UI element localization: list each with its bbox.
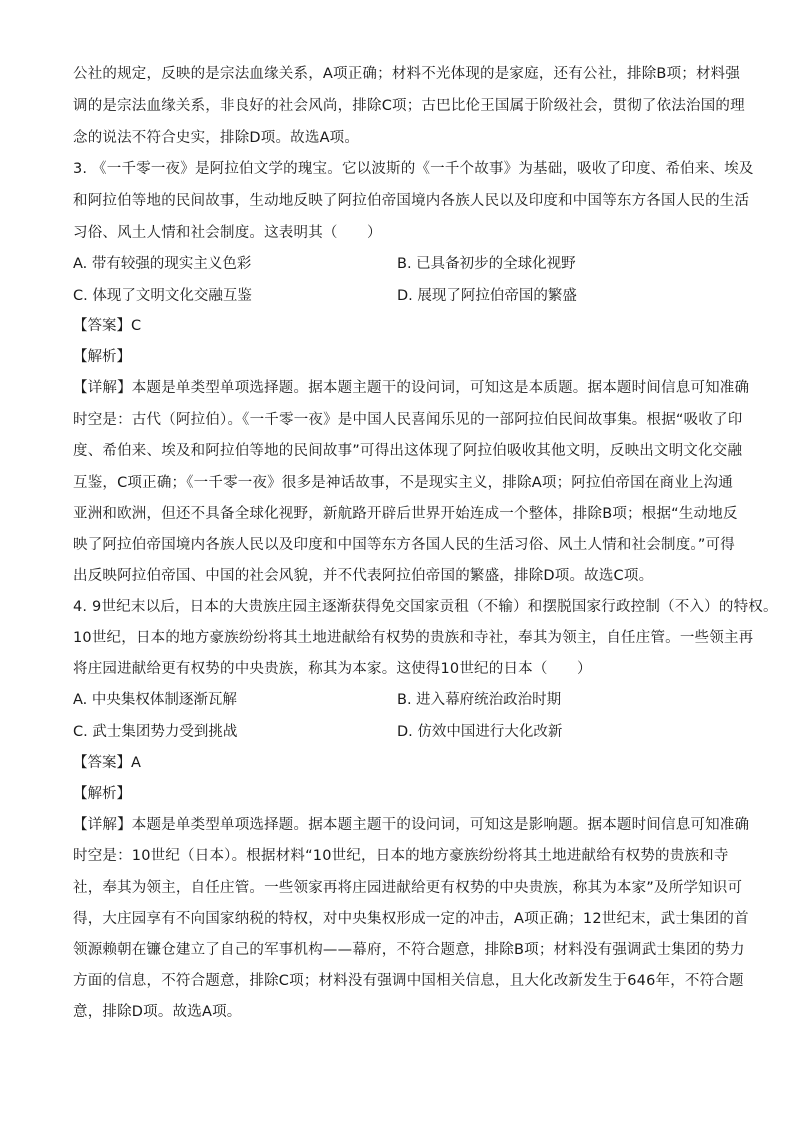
q4-analysis-line-2: 时空是：10世纪（日本）。根据材料“10世纪，日本的地方豪族纷纷将其土地进献给有权势的贵族和寺 <box>73 848 729 864</box>
q4-analysis-line-6: 方面的信息，不符合题意，排除C项；材料没有强调中国相关信息，且大化改新发生于646年，不符合题 <box>73 973 744 989</box>
q3-stem-line-1: 3. 《一千零一夜》是阿拉伯文学的瑰宝。它以波斯的《一千个故事》为基础，吸收了印度、希伯来、埃及 <box>73 161 754 177</box>
q3-analysis-line-3: 度、希伯来、埃及和阿拉伯等地的民间故事”可得出这体现了阿拉伯吸收其他文明，反映出文明文化交融 <box>73 443 743 459</box>
q4-answer: 【答案】A <box>73 755 141 771</box>
q2-analysis-line-1: 公社的规定，反映的是宗法血缘关系，A项正确；材料不光体现的是家庭，还有公社，排除B项；材料强 <box>73 66 741 82</box>
q3-analysis-label: 【解析】 <box>73 349 131 365</box>
q4-stem-line-1: 4. 9世纪末以后，日本的大贵族庄园主逐渐获得免交国家贡租（不输）和摆脱国家行政控制（不入）的特权。 <box>73 599 778 615</box>
q3-stem-line-3: 习俗、风土人情和社会制度。这表明其（ ） <box>73 225 382 241</box>
q3-analysis-line-7: 出反映阿拉伯帝国、中国的社会风貌，并不代表阿拉伯帝国的繁盛，排除D项。故选C项。 <box>73 568 654 584</box>
q4-option-b: B. 进入幕府统治政治时期 <box>397 692 562 708</box>
q3-answer: 【答案】C <box>73 318 142 334</box>
q4-analysis-line-7: 意，排除D项。故选A项。 <box>73 1004 242 1020</box>
q3-analysis-line-4: 互鉴，C项正确；《一千零一夜》很多是神话故事，不是现实主义，排除A项；阿拉伯帝国在商业上沟通 <box>73 475 733 491</box>
q4-analysis-line-3: 社，奉其为领主，自任庄管。一些领家再将庄园进献给更有权势的中央贵族，称其为本家”及所学知识可 <box>73 880 743 896</box>
q4-analysis-label: 【解析】 <box>73 786 131 802</box>
q3-analysis-line-1: 【详解】本题是单类型单项选择题。据本题主题干的设问词，可知这是本质题。据本题时间信息可知准确 <box>73 380 750 396</box>
q3-option-a: A. 带有较强的现实主义色彩 <box>73 256 252 272</box>
q4-option-a: A. 中央集权体制逐渐瓦解 <box>73 692 237 708</box>
q4-stem-line-2: 10世纪，日本的地方豪族纷纷将其土地进献给有权势的贵族和寺社，奉其为领主，自任庄管。一些领主再 <box>73 630 754 646</box>
q3-option-b: B. 已具备初步的全球化视野 <box>397 256 576 272</box>
q4-option-d: D. 仿效中国进行大化改新 <box>397 724 563 740</box>
q4-stem-line-3: 将庄园进献给更有权势的中央贵族，称其为本家。这使得10世纪的日本（ ） <box>73 661 592 677</box>
q3-analysis-line-6: 映了阿拉伯帝国境内各族人民以及印度和中国等东方各国人民的生活习俗、风土人情和社会制度。”可得 <box>73 537 735 553</box>
q4-option-c: C. 武士集团势力受到挑战 <box>73 724 238 740</box>
q4-analysis-line-5: 领源赖朝在镰仓建立了自己的军事机构——幕府，不符合题意，排除B项；材料没有强调武士集团的势力 <box>73 942 745 958</box>
q2-analysis-line-2: 调的是宗法血缘关系，非良好的社会风尚，排除C项；古巴比伦王国属于阶级社会，贯彻了依法治国的理 <box>73 98 745 114</box>
q4-analysis-line-4: 得，大庄园享有不向国家纳税的特权，对中央集权形成一定的冲击，A项正确；12世纪末，武士集团的首 <box>73 911 749 927</box>
q2-analysis-line-3: 念的说法不符合史实，排除D项。故选A项。 <box>73 130 360 146</box>
q3-analysis-line-2: 时空是：古代（阿拉伯）。《一千零一夜》是中国人民喜闻乐见的一部阿拉伯民间故事集。根据“吸收了印 <box>73 412 743 428</box>
q3-analysis-line-5: 亚洲和欧洲，但还不具备全球化视野，新航路开辟后世界开始连成一个整体，排除B项；根据“生动地反 <box>73 506 738 522</box>
q3-stem-line-2: 和阿拉伯等地的民间故事，生动地反映了阿拉伯帝国境内各族人民以及印度和中国等东方各国人民的生活 <box>73 193 750 209</box>
q4-analysis-line-1: 【详解】本题是单类型单项选择题。据本题主题干的设问词，可知这是影响题。据本题时间信息可知准确 <box>73 817 750 833</box>
q3-option-c: C. 体现了文明文化交融互鉴 <box>73 288 252 304</box>
q3-option-d: D. 展现了阿拉伯帝国的繁盛 <box>397 288 577 304</box>
